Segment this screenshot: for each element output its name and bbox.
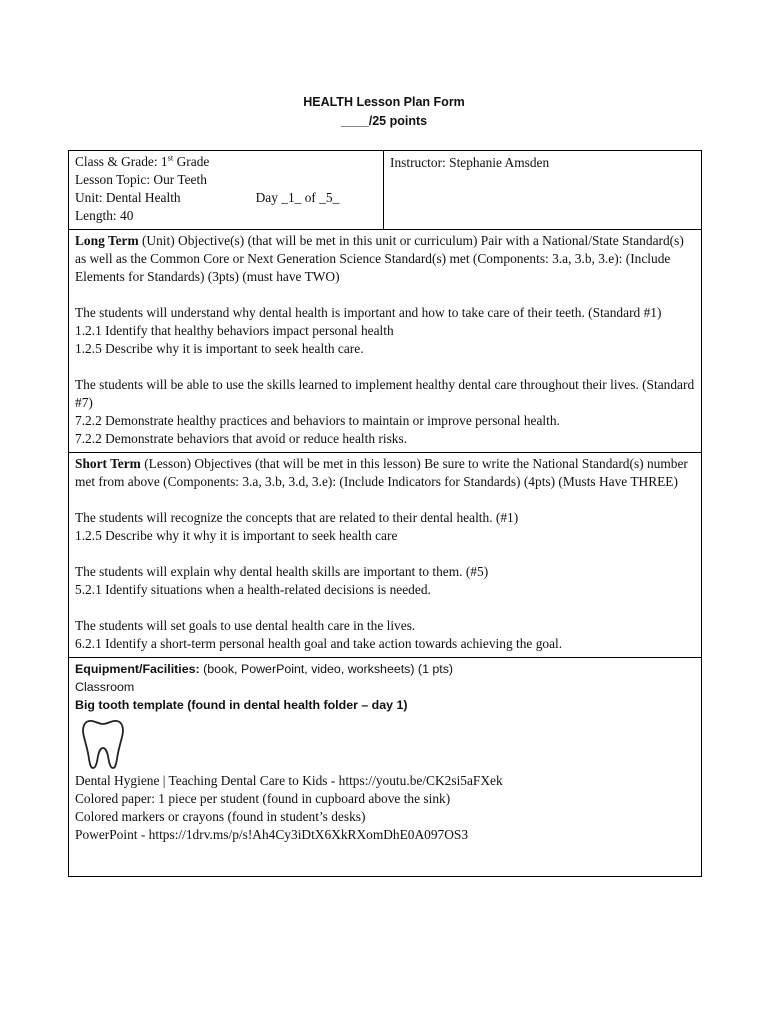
long-term-cell <box>69 230 702 453</box>
short-term-instructions <box>75 455 695 491</box>
unit-day-line <box>75 189 377 207</box>
short-term-objective-1: The students will recognize the concepts that are related to their dental health. (#1) <box>75 510 519 525</box>
day: Day _1_ of _5_ <box>255 190 340 205</box>
long-term-standard-2-2: 7.2.2 Demonstrate behaviors that avoid or reduce health risks. <box>75 431 408 446</box>
short-term-standard-3: 6.2.1 Identify a short-term personal health goal and take action towards achieving the goal. <box>75 636 563 651</box>
instructor: Instructor: Stephanie Amsden <box>390 155 550 170</box>
class-grade <box>75 153 377 171</box>
equipment-item-paper: Colored paper: 1 piece per student (found in cupboard above the sink) <box>75 791 451 806</box>
long-term-heading: Long Term <box>75 233 139 248</box>
short-term-heading: Short Term <box>75 456 141 471</box>
long-term-standard-1-1: 1.2.1 Identify that healthy behaviors impact personal health <box>75 323 394 338</box>
equipment-item-markers: Colored markers or crayons (found in student’s desks) <box>75 809 366 824</box>
short-term-standard-2: 5.2.1 Identify situations when a health-related decisions is needed. <box>75 582 431 597</box>
equipment-row <box>69 658 702 877</box>
equipment-location: Classroom <box>75 680 135 694</box>
points-line: ____/25 points <box>340 114 428 128</box>
length: Length: 40 <box>75 208 134 223</box>
short-term-instructions-text: (Lesson) Objectives (that will be met in this lesson) Be sure to write the National Standard(s) number met from above (Components: 3.a, 3.b, 3.d, 3.e): (Include Indicators for Standards) (4pts) (Musts Have THREE) <box>75 456 688 489</box>
equipment-item-powerpoint: PowerPoint - https://1drv.ms/p/s!Ah4Cy3iDtX6XkRXomDhE0A097OS3 <box>75 827 469 842</box>
long-term-standard-2-1: 7.2.2 Demonstrate healthy practices and behaviors to maintain or improve personal health. <box>75 413 560 428</box>
short-term-objective-3: The students will set goals to use dental health care in the lives. <box>75 618 416 633</box>
class-grade-prefix: Class & Grade: 1 <box>75 154 168 169</box>
equipment-instructions <box>75 660 695 678</box>
short-term-row <box>69 453 702 658</box>
tooth-template-note: Big tooth template (found in dental health folder – day 1) <box>75 698 408 712</box>
long-term-row <box>69 230 702 453</box>
form-title: HEALTH Lesson Plan Form <box>303 95 465 109</box>
class-grade-suffix: Grade <box>173 154 210 169</box>
lesson-plan-table <box>68 150 702 877</box>
unit: Unit: Dental Health <box>75 190 181 205</box>
equipment-cell <box>69 658 702 877</box>
class-info-cell <box>69 151 384 230</box>
equipment-heading: Equipment/Facilities: <box>75 662 200 676</box>
instructor-cell <box>384 151 702 230</box>
long-term-objective-1: The students will understand why dental health is important and how to take care of their teeth. (Standard #1) <box>75 305 662 320</box>
short-term-objective-2: The students will explain why dental health skills are important to them. (#5) <box>75 564 489 579</box>
short-term-standard-1: 1.2.5 Describe why it why it is important to seek health care <box>75 528 398 543</box>
info-row <box>69 151 702 230</box>
equipment-item-video: Dental Hygiene | Teaching Dental Care to Kids - https://youtu.be/CK2si5aFXek <box>75 773 503 788</box>
short-term-cell <box>69 453 702 658</box>
lesson-topic: Lesson Topic: Our Teeth <box>75 172 207 187</box>
long-term-standard-1-2: 1.2.5 Describe why it is important to seek health care. <box>75 341 364 356</box>
class-grade-ordinal: st <box>167 152 174 163</box>
tooth-outline-icon <box>81 718 125 770</box>
long-term-objective-2: The students will be able to use the skills learned to implement healthy dental care throughout their lives. (Standard #7) <box>75 377 695 410</box>
long-term-instructions-text: (Unit) Objective(s) (that will be met in this unit or curriculum) Pair with a National/State Standard(s) as well as the Common Core or Next Generation Science Standard(s) met (Components: 3.a, 3.b, 3.e): (Include Elements for Standards) (3pts) (must have TWO) <box>75 233 684 284</box>
equipment-instructions-text: (book, PowerPoint, video, worksheets) (1 pts) <box>199 662 454 676</box>
long-term-instructions <box>75 232 695 286</box>
